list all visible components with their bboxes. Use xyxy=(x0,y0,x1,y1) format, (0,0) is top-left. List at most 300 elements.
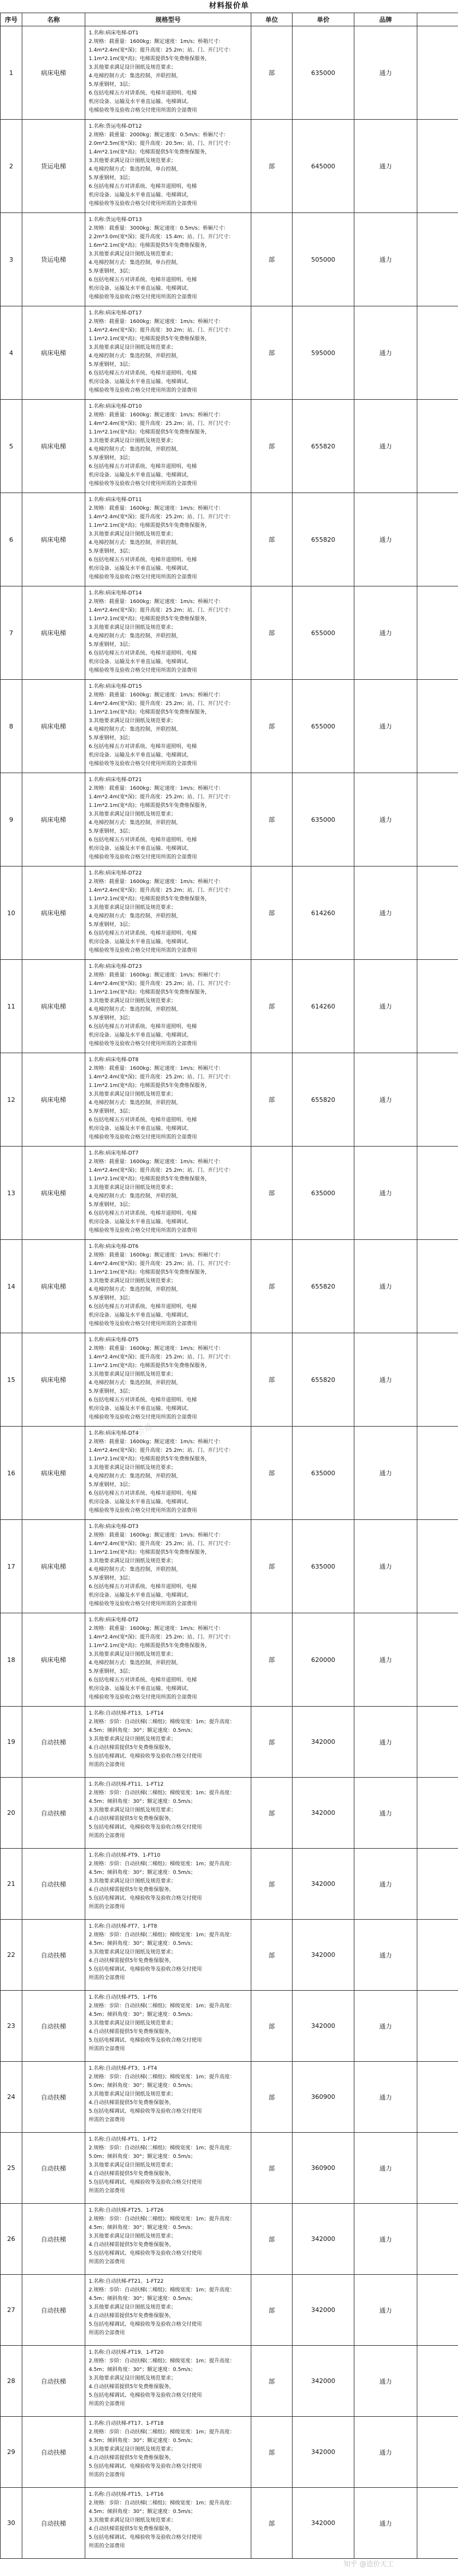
brand-cell: 通力 xyxy=(354,960,417,1053)
spec-line: 1.1m*2.1m(宽*高)；电梯需提供5年免费维保服务， xyxy=(89,336,210,342)
spec-line: 机房设备、运输及水平垂直运输、电梯调试、 xyxy=(89,472,192,478)
spec-cell xyxy=(85,2275,251,2346)
row-number: 6 xyxy=(1,493,22,586)
spec-line: 2.规格：步阶：自动扶梯(二梯组)；梯级宽度：1m；提升高度： xyxy=(89,2145,235,2151)
spec-line: 4.自动扶梯需提供5年免费维保服务， xyxy=(89,2384,175,2390)
table-row xyxy=(1,2204,458,2275)
table-row xyxy=(1,2062,458,2133)
spec-line: 1.1m*2.1m(宽*高)；电梯需提供5年免费维保服务， xyxy=(89,1550,210,1555)
brand-cell: 通力 xyxy=(354,1240,417,1333)
spec-line: 1.4m*2.4m(宽*深)；提升高度：25.2m；站、门、开门尺寸： xyxy=(89,514,234,520)
item-name: 病床电梯 xyxy=(22,773,85,866)
spec-line: 1.名称:病床电梯-DT15 xyxy=(89,684,142,690)
table-row xyxy=(1,586,458,680)
spec-line: 所需的全部费用 xyxy=(89,2046,125,2052)
spec-line: 1.1m*2.1m(宽*高)；电梯需提供5年免费维保服务， xyxy=(89,56,210,62)
item-name: 病床电梯 xyxy=(22,586,85,680)
item-name: 自动扶梯 xyxy=(22,2417,85,2488)
spec-line: 1.名称:自动扶梯-FT5、1-FT6 xyxy=(89,1995,157,2000)
spec-line: 电梯验收等及验收合格交付使用所需的全部费用 xyxy=(89,388,198,393)
spec-line: 机房设备、运输及水平垂直运输、电梯调试、 xyxy=(89,99,192,105)
unit-cell: 部 xyxy=(251,120,293,213)
unit-cell: 部 xyxy=(251,400,293,493)
spec-line: 4.自动扶梯需提供5年免费维保服务， xyxy=(89,2313,175,2319)
unit-cell: 部 xyxy=(251,2417,293,2488)
brand-cell: 通力 xyxy=(354,2275,417,2346)
row-number: 2 xyxy=(1,120,22,213)
brand-cell: 通力 xyxy=(354,213,417,306)
unit-price: 635000 xyxy=(293,1520,354,1613)
spec-line: 5.厚重钢材，3层； xyxy=(89,175,133,181)
blank-cell xyxy=(417,1778,458,1849)
spec-line: 2.规格：步阶：自动扶梯(二梯组)；梯级宽度：1m；提升高度： xyxy=(89,2500,235,2506)
table-row xyxy=(1,2417,458,2488)
spec-line: 机房设备、运输及水平垂直运输、电梯调试、 xyxy=(89,1126,192,1132)
unit-cell: 部 xyxy=(251,680,293,773)
spec-line: 1.名称:病床电梯-DT6 xyxy=(89,1244,139,1250)
spec-line: 4.自动扶梯需提供5年免费维保服务， xyxy=(89,1887,175,1893)
spec-cell xyxy=(85,773,251,866)
row-number: 1 xyxy=(1,26,22,120)
spec-line: 5.包括电梯调试、电梯验收等及验收合格交付使用 xyxy=(89,1896,202,1901)
unit-price: 635000 xyxy=(293,1427,354,1520)
spec-line: 1.名称:自动扶梯-FT19、1-FT20 xyxy=(89,2350,164,2356)
spec-cell xyxy=(85,2346,251,2417)
spec-line: 1.名称:病床电梯-DT8 xyxy=(89,1057,139,1063)
item-name: 自动扶梯 xyxy=(22,2346,85,2417)
spec-line: 3.其他要求满足设计图纸及规范要求； xyxy=(89,2163,176,2168)
spec-cell xyxy=(85,1147,251,1240)
row-number: 27 xyxy=(1,2275,22,2346)
spec-line: 6.包括电梯五方对讲系统、电梯井道照明、电梯 xyxy=(89,1677,197,1683)
spec-line: 5.0m；倾斜角度：30°；额定速度：0.5m/s； xyxy=(89,2083,196,2089)
table-row xyxy=(1,1613,458,1707)
spec-line: 3.其他要求满足设计图纸及规范要求； xyxy=(89,1878,176,1884)
brand-cell: 通力 xyxy=(354,1053,417,1147)
row-number: 28 xyxy=(1,2346,22,2417)
spec-line: 1.1m*2.1m(宽*高)；电梯需提供5年免费维保服务， xyxy=(89,616,210,622)
row-number: 19 xyxy=(1,1707,22,1778)
spec-line: 3.其他要求满足设计图纸及规范要求； xyxy=(89,2305,176,2310)
unit-price: 655000 xyxy=(293,680,354,773)
spec-line: 4.5m；倾斜角度：30°；额定速度：0.5m/s； xyxy=(89,1870,196,1876)
row-number: 26 xyxy=(1,2204,22,2275)
spec-line: 5.包括电梯调试、电梯验收等及验收合格交付使用 xyxy=(89,2322,202,2327)
spec-line: 3.其他要求满足设计图纸及规范要求； xyxy=(89,1558,176,1564)
blank-cell xyxy=(417,213,458,306)
table-row xyxy=(1,306,458,400)
spec-line: 2.规格：载重量：1600kg；额定速度：1m/s；桥厢尺寸： xyxy=(89,972,224,978)
spec-line: 1.名称:自动扶梯-FT1、1-FT2 xyxy=(89,2137,157,2142)
spec-cell xyxy=(85,2062,251,2133)
brand-cell: 通力 xyxy=(354,2133,417,2204)
spec-line: 机房设备、运输及水平垂直运输、电梯调试、 xyxy=(89,286,192,292)
unit-cell: 部 xyxy=(251,2204,293,2275)
spec-line: 4.5m；倾斜角度：30°；额定速度：0.5m/s； xyxy=(89,2438,196,2444)
spec-line: 5.厚重钢材，3层； xyxy=(89,1669,133,1675)
row-number: 8 xyxy=(1,680,22,773)
spec-line: 1.名称:病床电梯-DT17 xyxy=(89,310,142,316)
spec-line: 5.厚重钢材，3层； xyxy=(89,1202,133,1208)
spec-line: 机房设备、运输及水平垂直运输、电梯调试、 xyxy=(89,1033,192,1038)
spec-line: 4.电梯控制方式：集选控制，并联控制， xyxy=(89,1380,181,1386)
item-name: 病床电梯 xyxy=(22,680,85,773)
spec-line: 机房设备、运输及水平垂直运输、电梯调试、 xyxy=(89,566,192,572)
spec-line: 3.其他要求满足设计图纸及规范要求； xyxy=(89,1465,176,1471)
spec-line: 所需的全部费用 xyxy=(89,2188,125,2194)
spec-line: 5.厚重钢材，3层； xyxy=(89,269,133,274)
spec-cell xyxy=(85,2133,251,2204)
spec-line: 1.4m*2.4m(宽*深)；提升高度：25.2m；站、门、开门尺寸： xyxy=(89,1354,234,1360)
row-number: 14 xyxy=(1,1240,22,1333)
spec-cell xyxy=(85,1053,251,1147)
spec-line: 3.其他要求满足设计图纸及规范要求； xyxy=(89,2234,176,2239)
table-row xyxy=(1,1427,458,1520)
unit-price: 342000 xyxy=(293,2417,354,2488)
spec-line: 3.其他要求满足设计图纸及规范要求； xyxy=(89,998,176,1004)
spec-line: 4.电梯控制方式：集选控制，并联控制， xyxy=(89,540,181,546)
spec-line: 1.名称:自动扶梯-FT3、1-FT4 xyxy=(89,2066,157,2071)
blank-cell xyxy=(417,26,458,120)
item-name: 自动扶梯 xyxy=(22,2204,85,2275)
col-header-brand: 品牌 xyxy=(354,13,417,26)
blank-cell xyxy=(417,2275,458,2346)
spec-line: 4.5m；倾斜角度：30°；额定速度：0.5m/s； xyxy=(89,2367,196,2373)
col-header-no: 序号 xyxy=(1,13,22,26)
unit-cell: 部 xyxy=(251,1147,293,1240)
row-number: 23 xyxy=(1,1991,22,2062)
item-name: 病床电梯 xyxy=(22,400,85,493)
table-row xyxy=(1,2346,458,2417)
spec-line: 2.规格：载重量：2000kg；额定速度：0.5m/s；桥厢尺寸： xyxy=(89,132,229,138)
spec-line: 所需的全部费用 xyxy=(89,2401,125,2407)
spec-line: 1.1m*2.1m(宽*高)；电梯需提供5年免费维保服务， xyxy=(89,430,210,435)
table-row xyxy=(1,400,458,493)
item-name: 病床电梯 xyxy=(22,1333,85,1427)
blank-cell xyxy=(417,1053,458,1147)
spec-line: 1.4m*2.4m(宽*深)；提升高度：25.2m；站、门、开门尺寸： xyxy=(89,794,234,800)
spec-line: 3.其他要求满足设计图纸及规范要求； xyxy=(89,2091,176,2097)
unit-price: 614260 xyxy=(293,866,354,960)
spec-line: 6.包括电梯五方对讲系统、电梯井道照明、电梯 xyxy=(89,1024,197,1030)
item-name: 病床电梯 xyxy=(22,1613,85,1707)
spec-line: 电梯验收等及验收合格交付使用所需的全部费用 xyxy=(89,201,198,207)
spec-line: 所需的全部费用 xyxy=(89,2259,125,2265)
blank-cell xyxy=(417,400,458,493)
spec-cell xyxy=(85,400,251,493)
blank-cell xyxy=(417,1613,458,1707)
spec-line: 所需的全部费用 xyxy=(89,2330,125,2336)
spec-cell xyxy=(85,1778,251,1849)
spec-line: 6.包括电梯五方对讲系统、电梯井道照明、电梯 xyxy=(89,1397,197,1403)
blank-cell xyxy=(417,2062,458,2133)
spec-line: 6.包括电梯五方对讲系统、电梯井道照明、电梯 xyxy=(89,371,197,376)
spec-line: 1.名称:病床电梯-DT14 xyxy=(89,590,142,596)
spec-line: 2.规格：步阶：自动扶梯(二梯组)；梯级宽度：1m；提升高度： xyxy=(89,2287,235,2293)
spec-line: 5.包括电梯调试、电梯验收等及验收合格交付使用 xyxy=(89,2180,202,2185)
col-header-price: 单价 xyxy=(293,13,354,26)
spec-line: 机房设备、运输及水平垂直运输、电梯调试、 xyxy=(89,1219,192,1225)
spec-line: 电梯验收等及验收合格交付使用所需的全部费用 xyxy=(89,1695,198,1700)
table-row xyxy=(1,120,458,213)
spec-line: 电梯验收等及验收合格交付使用所需的全部费用 xyxy=(89,948,198,954)
spec-line: 2.规格：载重量：3000kg；额定速度：0.5m/s；桥厢尺寸： xyxy=(89,226,229,231)
row-number: 13 xyxy=(1,1147,22,1240)
item-name: 病床电梯 xyxy=(22,1427,85,1520)
spec-line: 1.名称:病床电梯-DT4 xyxy=(89,1431,139,1436)
spec-line: 1.名称:病床电梯-DT10 xyxy=(89,404,142,409)
table-header-row xyxy=(1,13,458,26)
spec-line: 电梯验收等及验收合格交付使用所需的全部费用 xyxy=(89,1321,198,1327)
unit-cell: 部 xyxy=(251,2275,293,2346)
spec-line: 3.其他要求满足设计图纸及规范要求； xyxy=(89,718,176,724)
spec-line: 6.包括电梯五方对讲系统、电梯井道照明、电梯 xyxy=(89,837,197,843)
spec-line: 1.名称:自动扶梯-FT21、1-FT22 xyxy=(89,2279,164,2284)
spec-line: 4.自动扶梯需提供5年免费维保服务， xyxy=(89,2242,175,2248)
unit-price: 620000 xyxy=(293,1613,354,1707)
item-name: 自动扶梯 xyxy=(22,2275,85,2346)
spec-line: 5.包括电梯调试、电梯验收等及验收合格交付使用 xyxy=(89,1967,202,1972)
unit-price: 655820 xyxy=(293,1240,354,1333)
item-name: 病床电梯 xyxy=(22,866,85,960)
item-name: 病床电梯 xyxy=(22,1240,85,1333)
spec-cell xyxy=(85,1849,251,1920)
spec-line: 6.包括电梯五方对讲系统、电梯井道照明、电梯 xyxy=(89,557,197,563)
spec-line: 3.其他要求满足设计图纸及规范要求； xyxy=(89,905,176,911)
spec-line: 4.电梯控制方式：集选控制，单台控制， xyxy=(89,260,181,266)
row-number: 17 xyxy=(1,1520,22,1613)
spec-line: 4.电梯控制方式：集选控制，并联控制， xyxy=(89,447,181,452)
spec-line: 1.名称:病床电梯-DT11 xyxy=(89,497,142,503)
unit-cell: 部 xyxy=(251,213,293,306)
spec-line: 2.规格：载重量：1600kg；额定速度：1m/s；桥厢尺寸： xyxy=(89,412,224,418)
spec-line: 4.电梯控制方式：集选控制，并联控制， xyxy=(89,633,181,639)
brand-cell: 通力 xyxy=(354,2204,417,2275)
unit-price: 655820 xyxy=(293,1333,354,1427)
spec-line: 6.包括电梯五方对讲系统、电梯井道照明、电梯 xyxy=(89,1211,197,1216)
spec-line: 2.规格：载重量：1600kg；额定速度：1m/s；桥厢尺寸： xyxy=(89,1159,224,1165)
spec-line: 电梯验收等及验收合格交付使用所需的全部费用 xyxy=(89,481,198,487)
item-name: 自动扶梯 xyxy=(22,1920,85,1991)
brand-cell: 通力 xyxy=(354,400,417,493)
spec-line: 4.电梯控制方式：集选控制，并联控制， xyxy=(89,913,181,919)
spec-line: 所需的全部费用 xyxy=(89,2117,125,2123)
spec-cell xyxy=(85,2204,251,2275)
materials-table xyxy=(0,13,458,2559)
unit-cell: 部 xyxy=(251,493,293,586)
spec-line: 3.其他要求满足设计图纸及规范要求； xyxy=(89,438,176,444)
brand-cell: 通力 xyxy=(354,1849,417,1920)
unit-price: 342000 xyxy=(293,1920,354,1991)
blank-cell xyxy=(417,960,458,1053)
spec-line: 2.规格：载重量：1600kg；额定速度：1m/s；桥厢尺寸： xyxy=(89,319,224,325)
spec-line: 6.包括电梯五方对讲系统、电梯井道照明、电梯 xyxy=(89,90,197,96)
unit-cell: 部 xyxy=(251,1613,293,1707)
spec-line: 3.其他要求满足设计图纸及规范要求； xyxy=(89,1278,176,1284)
brand-cell: 通力 xyxy=(354,493,417,586)
unit-price: 505000 xyxy=(293,213,354,306)
spec-line: 3.其他要求满足设计图纸及规范要求； xyxy=(89,2447,176,2452)
spec-line: 电梯验收等及验收合格交付使用所需的全部费用 xyxy=(89,1228,198,1234)
spec-line: 1.名称:自动扶梯-FT25、1-FT26 xyxy=(89,2208,164,2213)
spec-line: 4.电梯控制方式：集选控制，单台控制， xyxy=(89,167,181,172)
unit-cell: 部 xyxy=(251,2133,293,2204)
table-row xyxy=(1,1707,458,1778)
spec-line: 5.厚重钢材，3层； xyxy=(89,1295,133,1301)
spec-line: 1.1m*2.1m(宽*高)；电梯需提供5年免费维保服务， xyxy=(89,896,210,902)
brand-cell: 通力 xyxy=(354,2488,417,2559)
spec-line: 1.名称:病床电梯-DT5 xyxy=(89,1337,139,1343)
brand-cell: 通力 xyxy=(354,1427,417,1520)
spec-line: 机房设备、运输及水平垂直运输、电梯调试、 xyxy=(89,659,192,665)
spec-line: 电梯验收等及验收合格交付使用所需的全部费用 xyxy=(89,294,198,300)
spec-line: 电梯验收等及验收合格交付使用所需的全部费用 xyxy=(89,1508,198,1514)
blank-cell xyxy=(417,866,458,960)
unit-price: 595000 xyxy=(293,306,354,400)
row-number: 10 xyxy=(1,866,22,960)
blank-cell xyxy=(417,2346,458,2417)
table-row xyxy=(1,493,458,586)
row-number: 21 xyxy=(1,1849,22,1920)
blank-cell xyxy=(417,2488,458,2559)
spec-line: 所需的全部费用 xyxy=(89,2472,125,2478)
spec-line: 5.0m；倾斜角度：30°；额定速度：0.5m/s； xyxy=(89,2154,196,2160)
unit-cell: 部 xyxy=(251,1240,293,1333)
spec-line: 6.包括电梯五方对讲系统、电梯井道照明、电梯 xyxy=(89,184,197,190)
spec-line: 3.其他要求满足设计图纸及规范要求； xyxy=(89,251,176,257)
spec-line: 5.厚重钢材，3层； xyxy=(89,642,133,648)
spec-line: 1.名称:病床电梯-DT21 xyxy=(89,777,142,783)
item-name: 病床电梯 xyxy=(22,1053,85,1147)
spec-line: 电梯验收等及验收合格交付使用所需的全部费用 xyxy=(89,108,198,113)
spec-line: 4.电梯控制方式：集选控制，并联控制， xyxy=(89,1660,181,1666)
spec-line: 5.厚重钢材，3层； xyxy=(89,1482,133,1488)
unit-price: 655000 xyxy=(293,586,354,680)
spec-line: 2.规格：载重量：1600kg；额定速度：1m/s；桥厢尺寸： xyxy=(89,879,224,885)
spec-line: 2.规格：载重量：1600kg；额定速度：1m/s；桥厢尺寸： xyxy=(89,1252,224,1258)
spec-line: 4.电梯控制方式：集选控制，并联控制， xyxy=(89,353,181,359)
brand-cell: 通力 xyxy=(354,1520,417,1613)
spec-cell xyxy=(85,1991,251,2062)
unit-price: 655820 xyxy=(293,400,354,493)
row-number: 3 xyxy=(1,213,22,306)
spec-line: 3.其他要求满足设计图纸及规范要求； xyxy=(89,812,176,817)
row-number: 24 xyxy=(1,2062,22,2133)
spec-line: 5.厚重钢材，3层； xyxy=(89,455,133,461)
spec-cell xyxy=(85,1333,251,1427)
spec-cell xyxy=(85,586,251,680)
item-name: 自动扶梯 xyxy=(22,1991,85,2062)
spec-line: 1.名称:自动扶梯-FT13、1-FT14 xyxy=(89,1711,164,1716)
spec-line: 4.电梯控制方式：集选控制，并联控制， xyxy=(89,1287,181,1293)
unit-cell: 部 xyxy=(251,1053,293,1147)
spec-line: 4.电梯控制方式：集选控制，并联控制， xyxy=(89,1194,181,1199)
spec-line: 机房设备、运输及水平垂直运输、电梯调试、 xyxy=(89,1499,192,1505)
spec-line: 4.5m；倾斜角度：30°；额定速度：0.5m/s； xyxy=(89,2509,196,2515)
item-name: 自动扶梯 xyxy=(22,2133,85,2204)
spec-line: 2.规格：载重量：1600kg；额定速度：1m/s；桥厢尺寸： xyxy=(89,1626,224,1632)
table-row xyxy=(1,1920,458,1991)
spec-line: 1.名称:病床电梯-DT22 xyxy=(89,871,142,876)
spec-line: 5.厚重钢材，3层； xyxy=(89,1389,133,1395)
row-number: 29 xyxy=(1,2417,22,2488)
spec-line: 2.2m*3.0m(宽*深)；提升高度：15.4m；站、门、开门尺寸： xyxy=(89,234,234,240)
col-header-blank xyxy=(417,13,458,26)
spec-line: 5.厚重钢材，3层； xyxy=(89,1109,133,1114)
spec-line: 电梯验收等及验收合格交付使用所需的全部费用 xyxy=(89,1041,198,1047)
spec-line: 1.名称:货运电梯-DT13 xyxy=(89,217,142,223)
spec-line: 1.名称:病床电梯-DT2 xyxy=(89,1617,139,1623)
unit-price: 360900 xyxy=(293,2133,354,2204)
spec-line: 1.名称:自动扶梯-FT17、1-FT18 xyxy=(89,2421,164,2427)
table-row xyxy=(1,1240,458,1333)
spec-line: 4.自动扶梯需提供5年免费维保服务， xyxy=(89,2029,175,2035)
blank-cell xyxy=(417,2204,458,2275)
row-number: 30 xyxy=(1,2488,22,2559)
spec-line: 电梯验收等及验收合格交付使用所需的全部费用 xyxy=(89,1135,198,1140)
unit-cell: 部 xyxy=(251,1920,293,1991)
spec-line: 6.包括电梯五方对讲系统、电梯井道照明、电梯 xyxy=(89,1304,197,1310)
unit-price: 342000 xyxy=(293,2204,354,2275)
spec-line: 4.电梯控制方式：集选控制，并联控制， xyxy=(89,727,181,732)
spec-line: 5.厚重钢材，3层； xyxy=(89,735,133,741)
spec-line: 2.规格：载重量：1600kg；额定速度：1m/s；桥厢尺寸： xyxy=(89,786,224,791)
spec-line: 6.包括电梯五方对讲系统、电梯井道照明、电梯 xyxy=(89,651,197,656)
row-number: 20 xyxy=(1,1778,22,1849)
spec-cell xyxy=(85,1707,251,1778)
unit-price: 360900 xyxy=(293,2062,354,2133)
document-title: 材料报价单 xyxy=(208,2,249,10)
unit-price: 342000 xyxy=(293,2275,354,2346)
spec-line: 1.4m*2.4m(宽*深)；提升高度：30.2m；站、门、开门尺寸： xyxy=(89,328,234,333)
spec-line: 3.其他要求满足设计图纸及规范要求； xyxy=(89,1736,176,1742)
spec-line: 5.厚重钢材，3层； xyxy=(89,82,133,88)
spec-line: 1.1m*2.1m(宽*高)；电梯需提供5年免费维保服务， xyxy=(89,1456,210,1462)
blank-cell xyxy=(417,2417,458,2488)
spec-line: 3.其他要求满足设计图纸及规范要求； xyxy=(89,2020,176,2026)
spec-line: 机房设备、运输及水平垂直运输、电梯调试、 xyxy=(89,753,192,758)
spec-line: 6.包括电梯五方对讲系统、电梯井道照明、电梯 xyxy=(89,931,197,936)
spec-line: 机房设备、运输及水平垂直运输、电梯调试、 xyxy=(89,1406,192,1412)
row-number: 16 xyxy=(1,1427,22,1520)
spec-line: 4.电梯控制方式：集选控制，并联控制， xyxy=(89,1007,181,1013)
spec-line: 1.名称:自动扶梯-FT9、1-FT10 xyxy=(89,1853,161,1858)
unit-price: 655820 xyxy=(293,493,354,586)
item-name: 自动扶梯 xyxy=(22,2488,85,2559)
blank-cell xyxy=(417,1240,458,1333)
unit-cell: 部 xyxy=(251,1427,293,1520)
blank-cell xyxy=(417,1520,458,1613)
spec-line: 1.4m*2.4m(宽*深)；提升高度：25.2m；站、门、开门尺寸： xyxy=(89,1261,234,1267)
spec-cell xyxy=(85,2417,251,2488)
spec-line: 机房设备、运输及水平垂直运输、电梯调试、 xyxy=(89,1313,192,1318)
unit-cell: 部 xyxy=(251,1333,293,1427)
spec-line: 4.自动扶梯需提供5年免费维保服务， xyxy=(89,1816,175,1822)
spec-cell xyxy=(85,2488,251,2559)
spec-line: 机房设备、运输及水平垂直运输、电梯调试、 xyxy=(89,379,192,385)
table-row xyxy=(1,213,458,306)
brand-cell: 通力 xyxy=(354,1147,417,1240)
item-name: 病床电梯 xyxy=(22,1520,85,1613)
spec-line: 5.厚重钢材，3层； xyxy=(89,362,133,368)
blank-cell xyxy=(417,680,458,773)
spec-line: 1.1m*2.1m(宽*高)；电梯需提供5年免费维保服务， xyxy=(89,1270,210,1275)
spec-line: 3.其他要求满足设计图纸及规范要求； xyxy=(89,1949,176,1955)
spec-line: 电梯验收等及验收合格交付使用所需的全部费用 xyxy=(89,574,198,580)
blank-cell xyxy=(417,586,458,680)
spec-line: 1.4m*2.4m(宽*深)；提升高度：25.2m；站、门、开门尺寸： xyxy=(89,981,234,987)
spec-line: 3.其他要求满足设计图纸及规范要求； xyxy=(89,345,176,350)
